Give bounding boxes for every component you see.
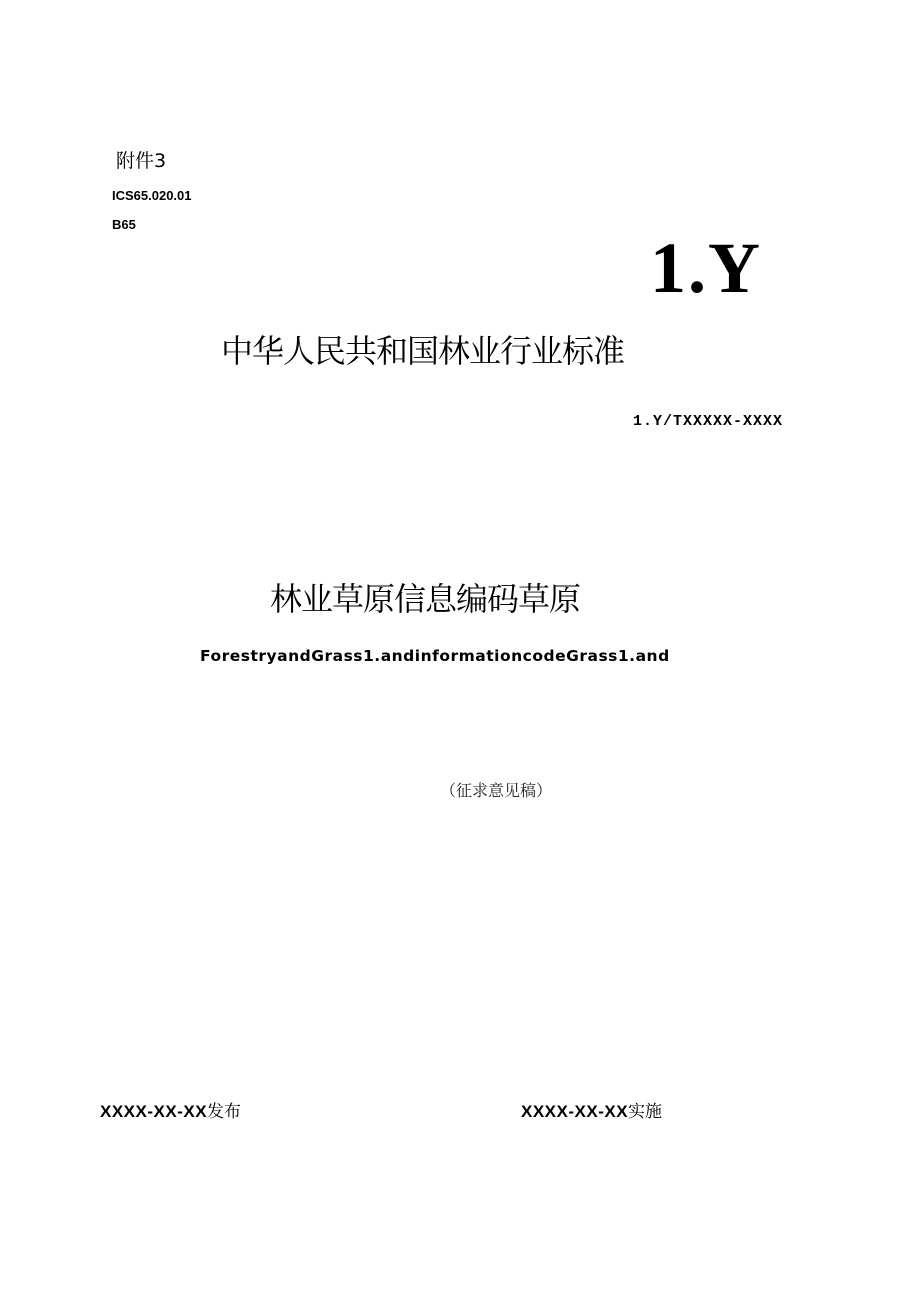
- publish-date-value: XXXX-XX-XX: [100, 1102, 208, 1121]
- publish-date: [100, 1097, 241, 1122]
- standard-mark: 1.Y: [650, 228, 762, 308]
- standard-heading: 中华人民共和国林业行业标准: [221, 332, 625, 370]
- publish-date-label: 发布: [207, 1102, 242, 1122]
- document-title-zh: 林业草原信息编码草原: [270, 580, 581, 618]
- implement-date: [521, 1097, 662, 1122]
- standard-number: 1.Y/TXXXXX-XXXX: [632, 413, 783, 430]
- ics-code: ICS65.020.01: [112, 188, 192, 203]
- ccs-code: B65: [112, 217, 136, 232]
- draft-status: （征求意见稿）: [440, 781, 553, 800]
- implement-date-label: 实施: [628, 1102, 663, 1122]
- implement-date-value: XXXX-XX-XX: [521, 1102, 629, 1121]
- document-title-en: ForestryandGrass1.andinformationcodeGrass1.and: [200, 647, 670, 665]
- attachment-label: 附件3: [116, 150, 167, 172]
